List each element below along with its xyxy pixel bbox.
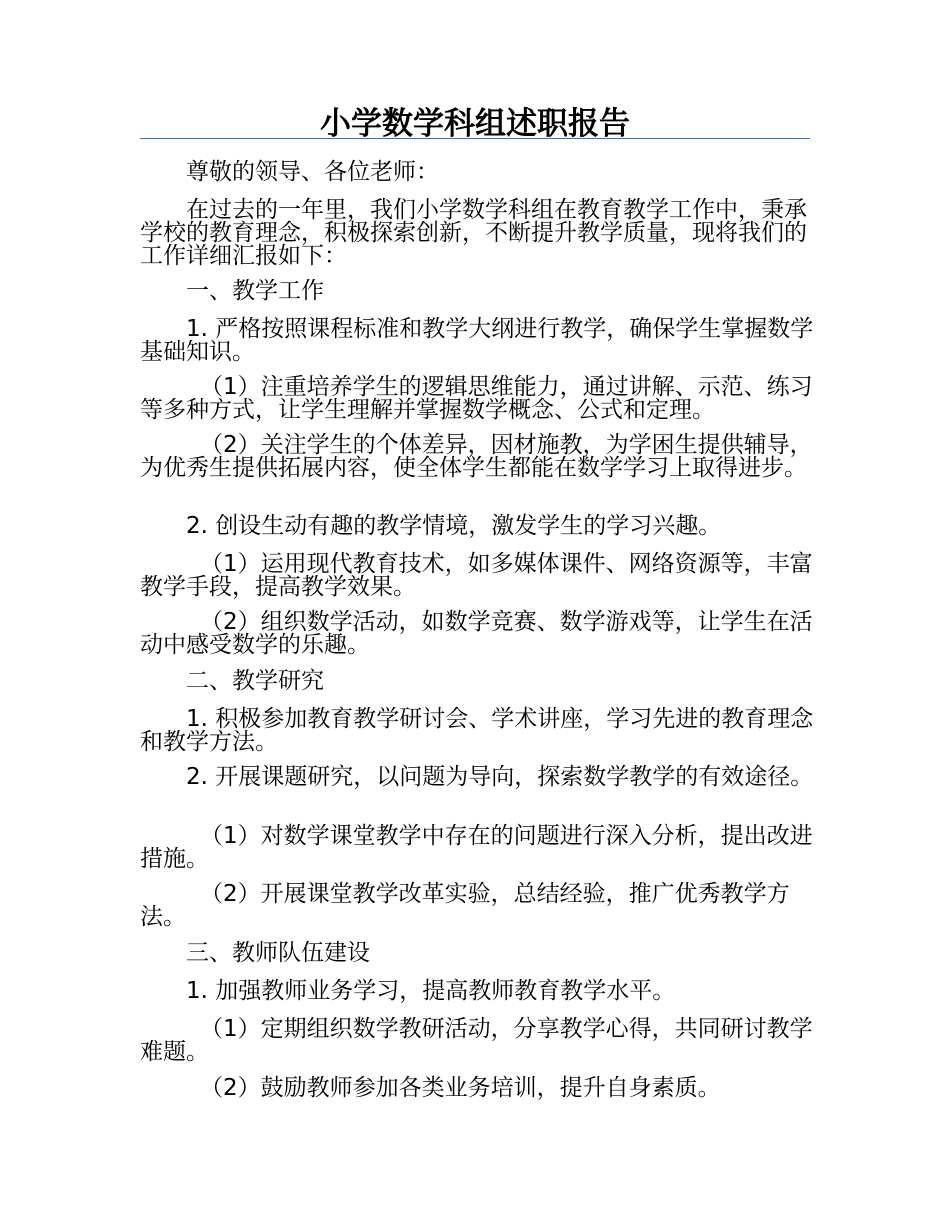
section-heading-teaching: 一、教学工作 — [186, 278, 324, 304]
item-1: 1. 严格按照课程标准和教学大纲进行教学，确保学生掌握数学基础知识。 — [140, 316, 814, 365]
team-subitem-2: （2）鼓励教师参加各类业务培训，提升自身素质。 — [200, 1075, 721, 1101]
subitem-2-1: （1）运用现代教育技术，如多媒体课件、网络资源等，丰富教学手段，提高教学效果。 — [140, 551, 813, 600]
subitem-2-2: （2）组织数学活动，如数学竞赛、数学游戏等，让学生在活动中感受数学的乐趣。 — [140, 609, 813, 658]
item-2: 2. 创设生动有趣的教学情境，激发学生的学习兴趣。 — [186, 513, 722, 539]
section-heading-team: 三、教师队伍建设 — [186, 940, 370, 966]
team-subitem-1: （1）定期组织数学教研活动，分享教学心得，共同研讨教学难题。 — [140, 1016, 813, 1065]
research-item-2: 2. 开展课题研究，以问题为导向，探索数学教学的有效途径。 — [186, 764, 814, 790]
research-item-1: 1. 积极参加教育教学研讨会、学术讲座，学习先进的教育理念和教学方法。 — [140, 706, 814, 755]
subitem-1-2: （2）关注学生的个体差异，因材施教，为学困生提供辅导，为优秀生提供拓展内容，使全体学生都能在数学学习上取得进步。 — [140, 432, 813, 481]
research-subitem-2: （2）开展课堂教学改革实验，总结经验，推广优秀教学方法。 — [140, 881, 790, 930]
salutation: 尊敬的领导、各位老师： — [186, 159, 439, 185]
document-title: 小学数学科组述职报告 — [320, 106, 630, 142]
research-subitem-1: （1）对数学课堂教学中存在的问题进行深入分析，提出改进措施。 — [140, 823, 813, 872]
intro-paragraph: 在过去的一年里，我们小学数学科组在教育教学工作中，秉承学校的教育理念，积极探索创新，不断提升教学质量，现将我们的工作详细汇报如下： — [140, 197, 807, 269]
section-heading-research: 二、教学研究 — [186, 668, 324, 694]
title-underline — [140, 138, 810, 139]
subitem-1-1: （1）注重培养学生的逻辑思维能力，通过讲解、示范、练习等多种方式，让学生理解并掌握数学概念、公式和定理。 — [140, 374, 813, 423]
team-item-1: 1. 加强教师业务学习，提高教师教育教学水平。 — [186, 978, 676, 1004]
